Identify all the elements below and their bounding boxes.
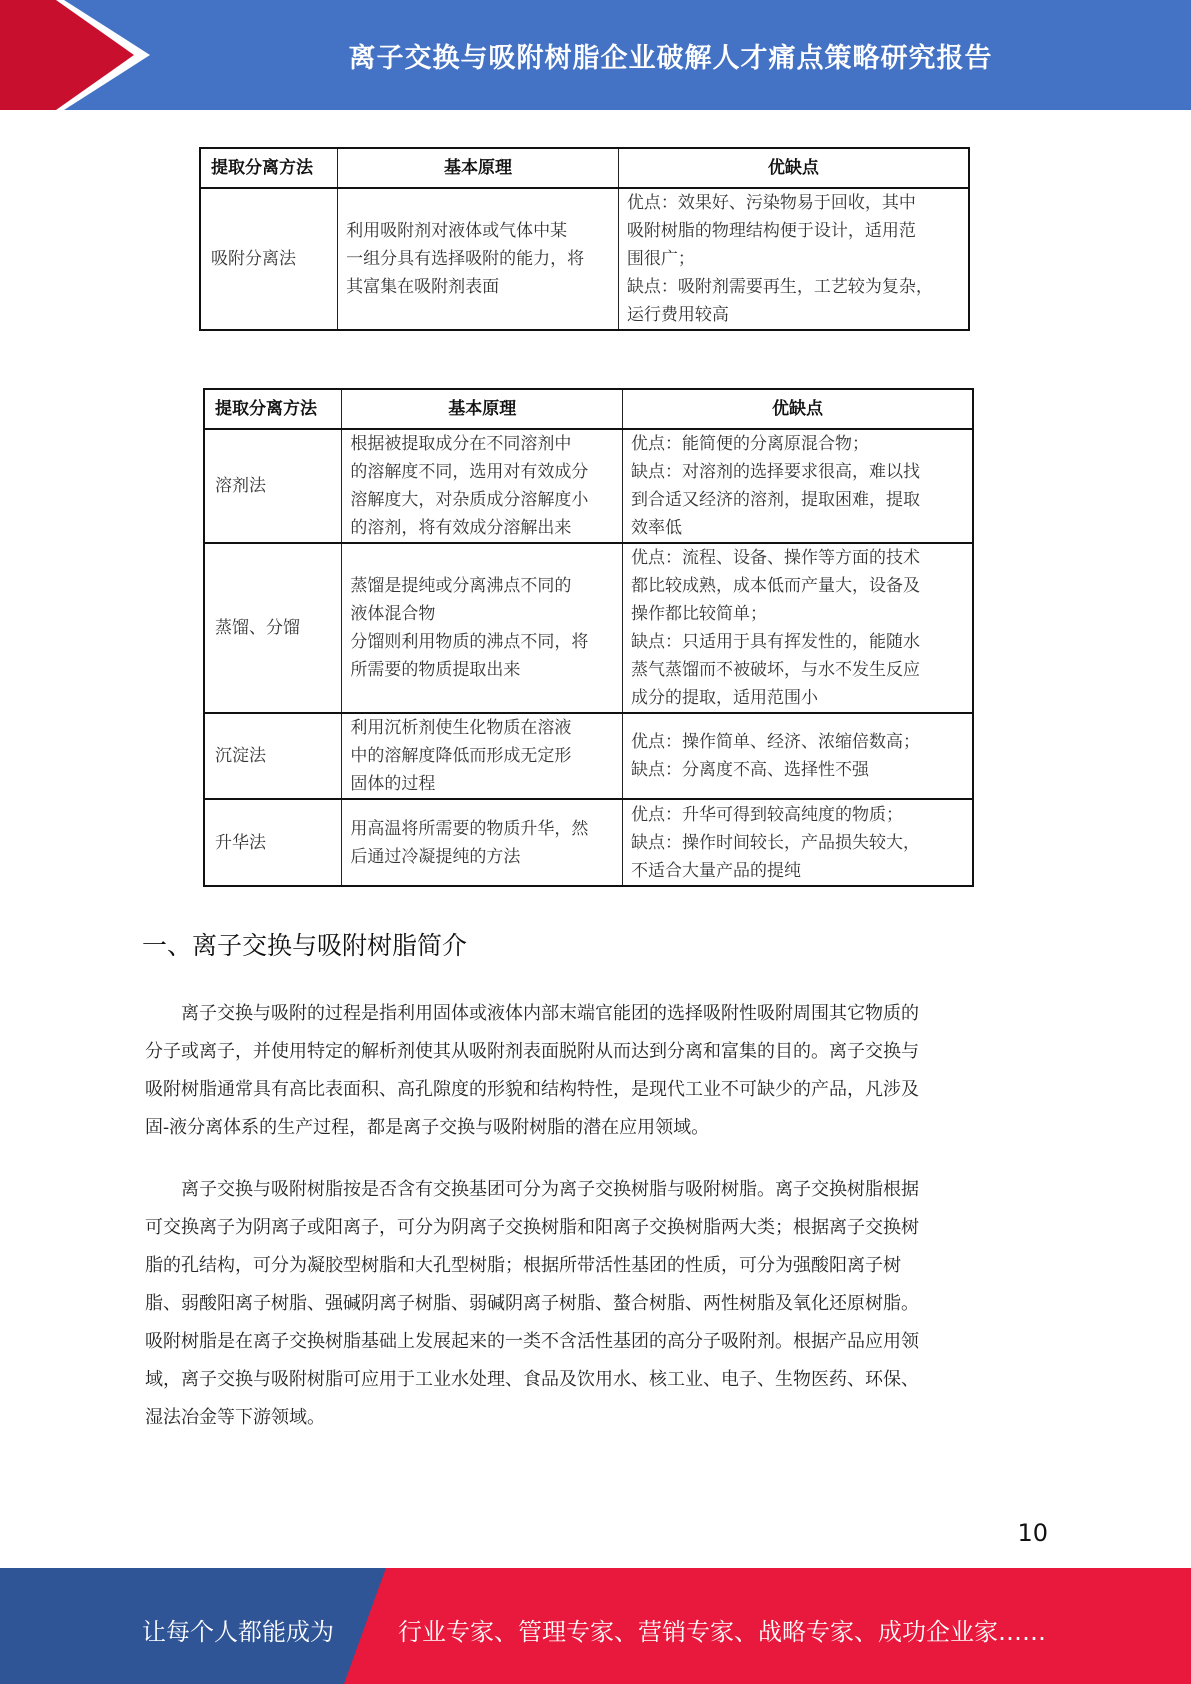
paragraph-line: 湿法冶金等下游领域。 <box>145 1407 325 1428</box>
cell-line: 的溶解度不同，选用对有效成分 <box>350 462 589 482</box>
cell-line: 一组分具有选择吸附的能力，将 <box>346 249 585 269</box>
cell-line: 用高温将所需要的物质升华，然 <box>350 818 589 839</box>
paragraph-line: 吸附树脂通常具有高比表面积、高孔隙度的形貌和结构特性，是现代工业不可缺少的产品，凡涉及 <box>145 1079 919 1100</box>
method-cell: 沉淀法 <box>204 713 342 799</box>
paragraph-intro <box>145 995 1047 1147</box>
separation-methods-table-2 <box>203 388 974 887</box>
cell-line: 固体的过程 <box>350 774 436 794</box>
table-row <box>204 713 973 799</box>
cell-line: 优点：流程、设备、操作等方面的技术 <box>631 548 921 568</box>
principle-cell <box>342 543 623 713</box>
chevron-arrow-icon <box>0 0 150 110</box>
cell-line: 中的溶解度降低而形成无定形 <box>350 746 572 766</box>
method-cell: 升华法 <box>204 799 342 886</box>
cell-line: 根据被提取成分在不同溶剂中 <box>350 434 572 454</box>
proscons-cell <box>623 429 973 543</box>
table-row <box>204 543 973 713</box>
principle-cell <box>342 799 623 886</box>
paragraph-line: 离子交换与吸附的过程是指利用固体或液体内部末端官能团的选择吸附性吸附周围其它物质的 <box>145 1003 919 1024</box>
cell-line: 优点：升华可得到较高纯度的物质； <box>631 804 904 825</box>
paragraph-line: 脂、弱酸阳离子树脂、强碱阴离子树脂、弱碱阴离子树脂、螯合树脂、两性树脂及氧化还原树脂。 <box>145 1293 919 1314</box>
cell-line: 优点：效果好、污染物易于回收，其中 <box>626 193 916 213</box>
table-row <box>200 188 969 330</box>
cell-line: 蒸气蒸馏而不被破坏，与水不发生反应 <box>631 660 921 680</box>
page-header <box>0 0 1191 110</box>
cell-line: 蒸馏是提纯或分离沸点不同的 <box>350 576 572 596</box>
principle-cell <box>342 713 623 799</box>
cell-line: 围很广； <box>626 249 695 269</box>
table-row <box>204 799 973 886</box>
cell-line: 成分的提取，适用范围小 <box>631 688 819 708</box>
proscons-cell <box>623 713 973 799</box>
method-cell: 蒸馏、分馏 <box>204 543 342 713</box>
column-header-principle: 基本原理 <box>338 148 619 188</box>
table-header-row <box>204 389 973 429</box>
paragraph-line: 固-液分离体系的生产过程，都是离子交换与吸附树脂的潜在应用领域。 <box>145 1117 710 1138</box>
cell-line: 利用吸附剂对液体或气体中某 <box>346 221 568 241</box>
cell-line: 利用沉析剂使生化物质在溶液 <box>350 718 572 738</box>
page-number: 10 <box>1017 1519 1048 1547</box>
footer-slogan-right: 行业专家、管理专家、营销专家、战略专家、成功企业家…… <box>398 1618 1046 1646</box>
principle-cell <box>338 188 619 330</box>
section-heading: 一、离子交换与吸附树脂简介 <box>142 931 468 960</box>
cell-line: 到合适又经济的溶剂，提取困难，提取 <box>631 490 921 510</box>
table-header-row <box>200 148 969 188</box>
cell-line: 不适合大量产品的提纯 <box>631 860 802 881</box>
paragraph-line: 域，离子交换与吸附树脂可应用于工业水处理、食品及饮用水、核工业、电子、生物医药、环保、 <box>145 1369 919 1390</box>
paragraph-classification <box>145 1171 1047 1437</box>
cell-line: 所需要的物质提取出来 <box>350 660 521 680</box>
paragraph-line: 可交换离子为阴离子或阳离子，可分为阴离子交换树脂和阳离子交换树脂两大类；根据离子交换树 <box>145 1217 919 1238</box>
proscons-cell <box>623 543 973 713</box>
proscons-cell <box>618 188 969 330</box>
column-header-proscons: 优缺点 <box>623 389 973 429</box>
cell-line: 优点：操作简单、经济、浓缩倍数高； <box>631 732 921 752</box>
cell-line: 优点：能简便的分离原混合物； <box>631 434 870 454</box>
cell-line: 运行费用较高 <box>626 305 729 325</box>
cell-line: 缺点：分离度不高、选择性不强 <box>631 760 870 780</box>
proscons-cell <box>623 799 973 886</box>
paragraph-line: 离子交换与吸附树脂按是否含有交换基团可分为离子交换树脂与吸附树脂。离子交换树脂根据 <box>145 1179 919 1200</box>
cell-line: 的溶剂，将有效成分溶解出来 <box>350 518 572 538</box>
paragraph-line: 分子或离子，并使用特定的解析剂使其从吸附剂表面脱附从而达到分离和富集的目的。离子交换与 <box>145 1041 919 1062</box>
cell-line: 缺点：只适用于具有挥发性的，能随水 <box>631 632 921 652</box>
cell-line: 缺点：对溶剂的选择要求很高，难以找 <box>631 462 921 482</box>
principle-cell <box>342 429 623 543</box>
separation-methods-table-1 <box>199 147 970 331</box>
cell-line: 效率低 <box>631 518 683 538</box>
cell-line: 后通过冷凝提纯的方法 <box>350 846 521 867</box>
cell-line: 都比较成熟，成本低而产量大，设备及 <box>631 576 921 596</box>
cell-line: 操作都比较简单； <box>631 604 768 624</box>
paragraph-line: 脂的孔结构，可分为凝胶型树脂和大孔型树脂；根据所带活性基团的性质，可分为强酸阳离子树 <box>145 1255 901 1276</box>
cell-line: 液体混合物 <box>350 604 436 624</box>
report-title: 离子交换与吸附树脂企业破解人才痛点策略研究报告 <box>348 42 993 74</box>
column-header-principle: 基本原理 <box>342 389 623 429</box>
cell-line: 分馏则利用物质的沸点不同，将 <box>350 632 589 652</box>
table-row <box>204 429 973 543</box>
column-header-proscons: 优缺点 <box>618 148 969 188</box>
paragraph-line: 吸附树脂是在离子交换树脂基础上发展起来的一类不含活性基团的高分子吸附剂。根据产品应用领 <box>145 1331 919 1352</box>
cell-line: 溶解度大，对杂质成分溶解度小 <box>350 490 589 510</box>
column-header-method: 提取分离方法 <box>200 148 338 188</box>
cell-line: 缺点：操作时间较长，产品损失较大， <box>631 832 921 853</box>
method-cell: 溶剂法 <box>204 429 342 543</box>
footer-slogan-left: 让每个人都能成为 <box>142 1618 334 1646</box>
column-header-method: 提取分离方法 <box>204 389 342 429</box>
cell-line: 缺点：吸附剂需要再生，工艺较为复杂， <box>626 277 933 297</box>
cell-line: 吸附树脂的物理结构便于设计，适用范 <box>626 221 916 241</box>
cell-line: 其富集在吸附剂表面 <box>346 277 500 297</box>
method-cell: 吸附分离法 <box>200 188 338 330</box>
